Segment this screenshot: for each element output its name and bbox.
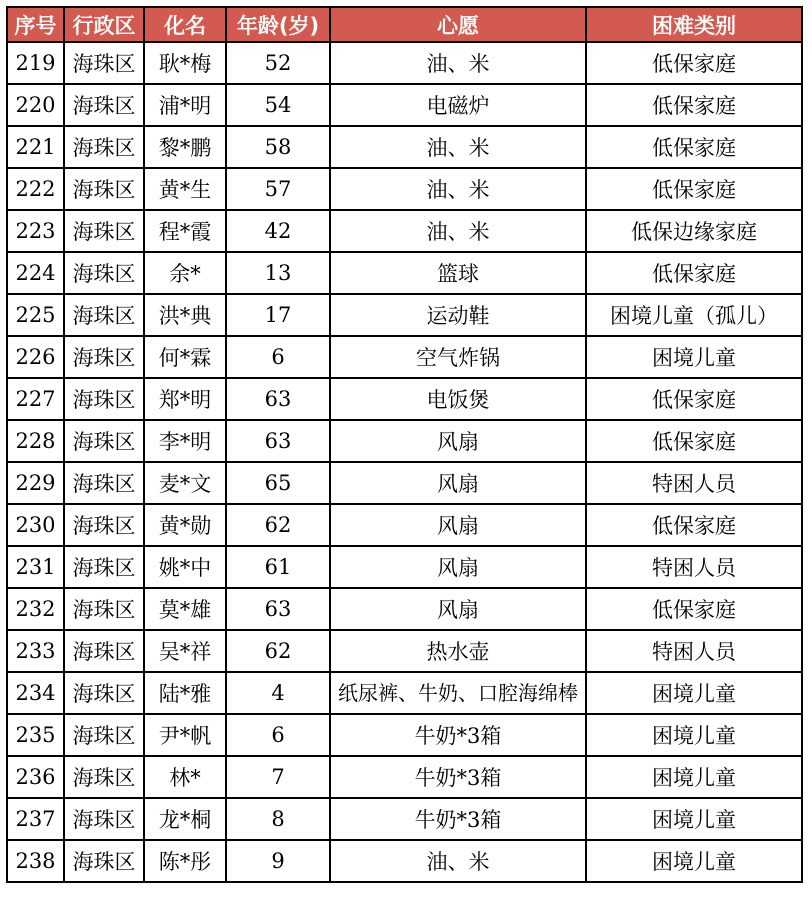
cell-wish: 风扇 bbox=[330, 420, 586, 462]
cell-seq: 231 bbox=[7, 546, 64, 588]
cell-alias: 何*霖 bbox=[144, 336, 226, 378]
table-row bbox=[7, 630, 802, 672]
table-row bbox=[7, 462, 802, 504]
cell-category: 低保家庭 bbox=[586, 252, 802, 294]
cell-district: 海珠区 bbox=[64, 378, 144, 420]
header-seq: 序号 bbox=[7, 7, 64, 42]
table-row bbox=[7, 840, 802, 882]
cell-wish: 牛奶*3箱 bbox=[330, 756, 586, 798]
cell-category: 困境儿童（孤儿） bbox=[586, 294, 802, 336]
cell-age: 42 bbox=[226, 210, 330, 252]
cell-district: 海珠区 bbox=[64, 672, 144, 714]
table-row bbox=[7, 546, 802, 588]
table-row bbox=[7, 126, 802, 168]
cell-alias: 陆*雅 bbox=[144, 672, 226, 714]
cell-seq: 219 bbox=[7, 42, 64, 84]
cell-seq: 224 bbox=[7, 252, 64, 294]
cell-alias: 尹*帆 bbox=[144, 714, 226, 756]
table-row bbox=[7, 588, 802, 630]
cell-alias: 黄*生 bbox=[144, 168, 226, 210]
cell-seq: 235 bbox=[7, 714, 64, 756]
cell-age: 13 bbox=[226, 252, 330, 294]
cell-wish: 运动鞋 bbox=[330, 294, 586, 336]
cell-alias: 莫*雄 bbox=[144, 588, 226, 630]
cell-district: 海珠区 bbox=[64, 630, 144, 672]
cell-district: 海珠区 bbox=[64, 504, 144, 546]
cell-category: 特困人员 bbox=[586, 630, 802, 672]
cell-category: 低保家庭 bbox=[586, 378, 802, 420]
cell-district: 海珠区 bbox=[64, 840, 144, 882]
cell-category: 低保家庭 bbox=[586, 168, 802, 210]
cell-wish: 油、米 bbox=[330, 210, 586, 252]
cell-age: 61 bbox=[226, 546, 330, 588]
cell-wish: 风扇 bbox=[330, 588, 586, 630]
cell-category: 低保家庭 bbox=[586, 84, 802, 126]
table-row bbox=[7, 714, 802, 756]
cell-seq: 227 bbox=[7, 378, 64, 420]
cell-category: 困境儿童 bbox=[586, 336, 802, 378]
cell-alias: 浦*明 bbox=[144, 84, 226, 126]
cell-seq: 228 bbox=[7, 420, 64, 462]
cell-alias: 黄*勋 bbox=[144, 504, 226, 546]
cell-age: 6 bbox=[226, 336, 330, 378]
cell-alias: 陈*彤 bbox=[144, 840, 226, 882]
cell-wish: 风扇 bbox=[330, 462, 586, 504]
cell-seq: 229 bbox=[7, 462, 64, 504]
cell-age: 8 bbox=[226, 798, 330, 840]
cell-category: 特困人员 bbox=[586, 546, 802, 588]
cell-seq: 226 bbox=[7, 336, 64, 378]
cell-wish: 篮球 bbox=[330, 252, 586, 294]
cell-wish: 电饭煲 bbox=[330, 378, 586, 420]
cell-district: 海珠区 bbox=[64, 714, 144, 756]
cell-seq: 237 bbox=[7, 798, 64, 840]
cell-alias: 黎*鹏 bbox=[144, 126, 226, 168]
cell-category: 低保家庭 bbox=[586, 420, 802, 462]
cell-age: 9 bbox=[226, 840, 330, 882]
header-age: 年龄(岁) bbox=[226, 7, 330, 42]
table-row bbox=[7, 504, 802, 546]
cell-district: 海珠区 bbox=[64, 210, 144, 252]
table-row bbox=[7, 168, 802, 210]
cell-district: 海珠区 bbox=[64, 420, 144, 462]
cell-alias: 姚*中 bbox=[144, 546, 226, 588]
table-row bbox=[7, 210, 802, 252]
cell-age: 63 bbox=[226, 588, 330, 630]
cell-age: 62 bbox=[226, 630, 330, 672]
cell-alias: 耿*梅 bbox=[144, 42, 226, 84]
cell-age: 63 bbox=[226, 420, 330, 462]
cell-age: 7 bbox=[226, 756, 330, 798]
cell-alias: 郑*明 bbox=[144, 378, 226, 420]
cell-alias: 林* bbox=[144, 756, 226, 798]
table-row bbox=[7, 420, 802, 462]
cell-wish: 牛奶*3箱 bbox=[330, 798, 586, 840]
header-district: 行政区 bbox=[64, 7, 144, 42]
cell-category: 低保家庭 bbox=[586, 126, 802, 168]
cell-wish: 风扇 bbox=[330, 504, 586, 546]
table-row bbox=[7, 378, 802, 420]
cell-district: 海珠区 bbox=[64, 252, 144, 294]
cell-district: 海珠区 bbox=[64, 168, 144, 210]
cell-category: 困境儿童 bbox=[586, 714, 802, 756]
cell-district: 海珠区 bbox=[64, 126, 144, 168]
cell-wish: 空气炸锅 bbox=[330, 336, 586, 378]
cell-seq: 221 bbox=[7, 126, 64, 168]
cell-seq: 223 bbox=[7, 210, 64, 252]
cell-district: 海珠区 bbox=[64, 336, 144, 378]
cell-seq: 230 bbox=[7, 504, 64, 546]
cell-district: 海珠区 bbox=[64, 756, 144, 798]
table-row bbox=[7, 672, 802, 714]
cell-category: 困境儿童 bbox=[586, 672, 802, 714]
cell-district: 海珠区 bbox=[64, 588, 144, 630]
cell-alias: 吴*祥 bbox=[144, 630, 226, 672]
cell-wish: 油、米 bbox=[330, 126, 586, 168]
cell-age: 6 bbox=[226, 714, 330, 756]
cell-category: 困境儿童 bbox=[586, 798, 802, 840]
table-row bbox=[7, 798, 802, 840]
cell-wish: 风扇 bbox=[330, 546, 586, 588]
cell-district: 海珠区 bbox=[64, 294, 144, 336]
cell-age: 65 bbox=[226, 462, 330, 504]
cell-wish: 纸尿裤、牛奶、口腔海绵棒 bbox=[330, 672, 586, 714]
cell-category: 低保家庭 bbox=[586, 42, 802, 84]
cell-district: 海珠区 bbox=[64, 798, 144, 840]
cell-age: 62 bbox=[226, 504, 330, 546]
cell-alias: 龙*桐 bbox=[144, 798, 226, 840]
cell-age: 4 bbox=[226, 672, 330, 714]
cell-alias: 麦*文 bbox=[144, 462, 226, 504]
cell-category: 低保家庭 bbox=[586, 588, 802, 630]
cell-wish: 油、米 bbox=[330, 168, 586, 210]
table-row bbox=[7, 294, 802, 336]
cell-alias: 余* bbox=[144, 252, 226, 294]
cell-seq: 234 bbox=[7, 672, 64, 714]
cell-seq: 233 bbox=[7, 630, 64, 672]
cell-category: 困境儿童 bbox=[586, 756, 802, 798]
table-row bbox=[7, 252, 802, 294]
cell-district: 海珠区 bbox=[64, 84, 144, 126]
cell-category: 低保家庭 bbox=[586, 504, 802, 546]
header-alias: 化名 bbox=[144, 7, 226, 42]
wish-list-sheet bbox=[6, 6, 803, 883]
cell-category: 困境儿童 bbox=[586, 840, 802, 882]
table-row bbox=[7, 42, 802, 84]
cell-age: 17 bbox=[226, 294, 330, 336]
cell-wish: 油、米 bbox=[330, 42, 586, 84]
cell-seq: 232 bbox=[7, 588, 64, 630]
cell-category: 低保边缘家庭 bbox=[586, 210, 802, 252]
table-row bbox=[7, 84, 802, 126]
cell-wish: 热水壶 bbox=[330, 630, 586, 672]
cell-alias: 李*明 bbox=[144, 420, 226, 462]
header-wish: 心愿 bbox=[330, 7, 586, 42]
cell-age: 57 bbox=[226, 168, 330, 210]
cell-seq: 236 bbox=[7, 756, 64, 798]
cell-seq: 238 bbox=[7, 840, 64, 882]
cell-age: 52 bbox=[226, 42, 330, 84]
cell-district: 海珠区 bbox=[64, 42, 144, 84]
cell-seq: 220 bbox=[7, 84, 64, 126]
cell-age: 58 bbox=[226, 126, 330, 168]
header-category: 困难类别 bbox=[586, 7, 802, 42]
cell-district: 海珠区 bbox=[64, 462, 144, 504]
cell-age: 54 bbox=[226, 84, 330, 126]
cell-age: 63 bbox=[226, 378, 330, 420]
cell-alias: 洪*典 bbox=[144, 294, 226, 336]
cell-wish: 牛奶*3箱 bbox=[330, 714, 586, 756]
header-row bbox=[7, 7, 802, 42]
table-row bbox=[7, 756, 802, 798]
cell-district: 海珠区 bbox=[64, 546, 144, 588]
cell-wish: 电磁炉 bbox=[330, 84, 586, 126]
cell-seq: 222 bbox=[7, 168, 64, 210]
table-row bbox=[7, 336, 802, 378]
cell-wish: 油、米 bbox=[330, 840, 586, 882]
cell-seq: 225 bbox=[7, 294, 64, 336]
table-body bbox=[7, 42, 802, 882]
cell-alias: 程*霞 bbox=[144, 210, 226, 252]
cell-category: 特困人员 bbox=[586, 462, 802, 504]
wish-table bbox=[6, 6, 803, 883]
